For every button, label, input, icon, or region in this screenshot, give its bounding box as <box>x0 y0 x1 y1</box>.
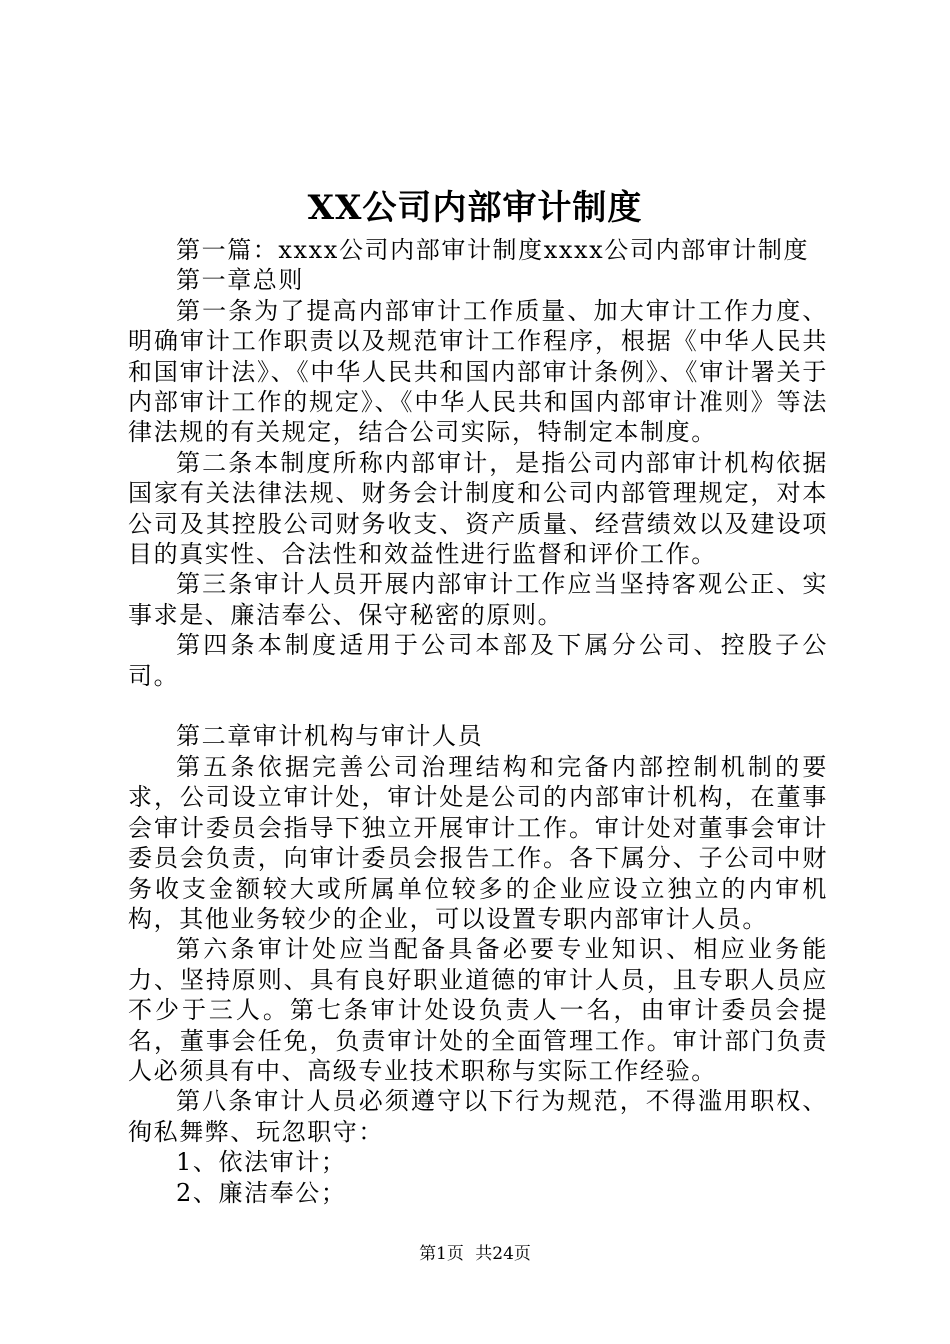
page-total: 共24页 <box>475 1244 531 1264</box>
paragraph-article-3: 第三条审计人员开展内部审计工作应当坚持客观公正、实事求是、廉洁奉公、保守秘密的原则。 <box>128 570 828 629</box>
document-title: XX公司内部审计制度 <box>307 188 643 228</box>
paragraph-chapter-1-heading: 第一章总则 <box>176 266 304 295</box>
paragraph-article-8: 第八条审计人员必须遵守以下行为规范，不得滥用职权、徇私舞弊、玩忽职守： <box>128 1087 828 1146</box>
paragraph-article-5: 第五条依据完善公司治理结构和完备内部控制机制的要求，公司设立审计处，审计处是公司的内部审计机构，在董事会审计委员会指导下独立开展审计工作。审计处对董事会审计委员会负责，向审计委员会报告工作。各下属分、子公司中财务收支金额较大或所属单位较多的企业应设立独立的内审机构，其他业务较少的企业，可以设置专职内部审计人员。 <box>128 752 828 933</box>
list-item-1: 1、依法审计； <box>176 1148 347 1177</box>
paragraph-article-1: 第一条为了提高内部审计工作质量、加大审计工作力度、明确审计工作职责以及规范审计工作程序，根据《中华人民共和国审计法》、《中华人民共和国内部审计条例》、《审计署关于内部审计工作的规定》、《中华人民共和国内部审计准则》等法律法规的有关规定，结合公司实际，特制定本制度。 <box>128 296 828 447</box>
paragraph-article-6-7: 第六条审计处应当配备具备必要专业知识、相应业务能力、坚持原则、具有良好职业道德的审计人员，且专职人员应不少于三人。第七条审计处设负责人一名，由审计委员会提名，董事会任免，负责审计处的全面管理工作。审计部门负责人必须具有中、高级专业技术职称与实际工作经验。 <box>128 935 828 1085</box>
paragraph-chapter-2-heading: 第二章审计机构与审计人员 <box>176 722 484 751</box>
blank-line <box>128 691 828 721</box>
document-body <box>128 235 828 1208</box>
paragraph-part-heading: 第一篇：xxxx公司内部审计制度xxxx公司内部审计制度 <box>176 236 810 264</box>
page-footer <box>0 1242 950 1266</box>
page-number: 第1页 <box>419 1244 464 1264</box>
list-item-2: 2、廉洁奉公； <box>176 1178 347 1207</box>
paragraph-article-4: 第四条本制度适用于公司本部及下属分公司、控股子公司。 <box>128 631 828 690</box>
paragraph-article-2: 第二条本制度所称内部审计，是指公司内部审计机构依据国家有关法律法规、财务会计制度和公司内部管理规定，对本公司及其控股公司财务收支、资产质量、经营绩效以及建设项目的真实性、合法性和效益性进行监督和评价工作。 <box>128 448 828 569</box>
